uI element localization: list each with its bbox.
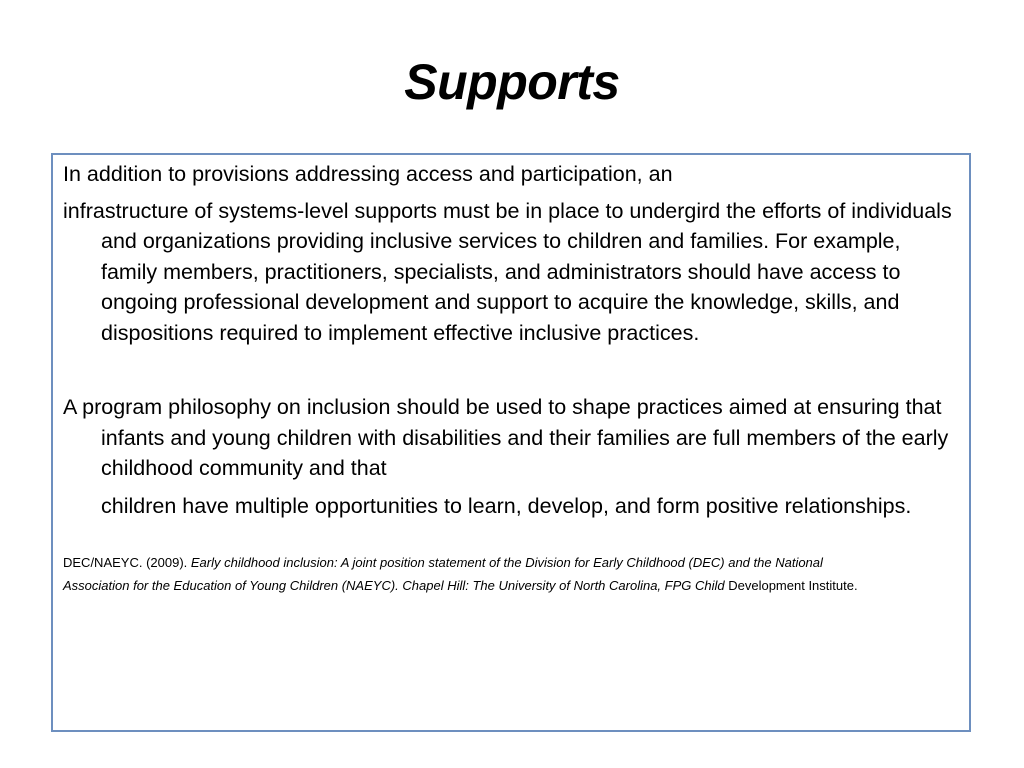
slide-title: Supports	[404, 54, 620, 110]
paragraph-1-body: infrastructure of systems-level supports must be in place to undergird the efforts of individuals and organizations providing inclusive services to children and families. For example, family members, practitioners, specialists, and administrators should have access to ongoing professional development and support to acquire the knowledge, skills, and dispositions required to implement effective inclusive practices.	[63, 198, 952, 345]
reference-spacer	[63, 521, 959, 553]
reference-line-2	[63, 577, 959, 594]
content-body	[63, 159, 959, 594]
reference-title-part-2: Association for the Education of Young Children (NAEYC). Chapel Hill: The University of North Carolina, FPG Child	[63, 578, 725, 593]
reference-title-part-1: Early childhood inclusion: A joint position statement of the Division for Early Childhood (DEC) and the National	[190, 555, 823, 570]
content-box	[51, 153, 971, 732]
paragraph-2-body: A program philosophy on inclusion should be used to shape practices aimed at ensuring that infants and young children with disabilities and their families are full members of the early childhood community and that	[63, 395, 949, 480]
reference-authors: DEC/NAEYC. (2009).	[63, 555, 191, 570]
paragraph-spacer	[63, 348, 959, 392]
paragraph-1-lead: In addition to provisions addressing access and participation, an	[63, 162, 673, 186]
reference-line-1	[63, 553, 959, 573]
reference-end: Development Institute.	[724, 578, 858, 593]
paragraph-2-tail: children have multiple opportunities to learn, develop, and form positive relationships.	[101, 493, 912, 518]
